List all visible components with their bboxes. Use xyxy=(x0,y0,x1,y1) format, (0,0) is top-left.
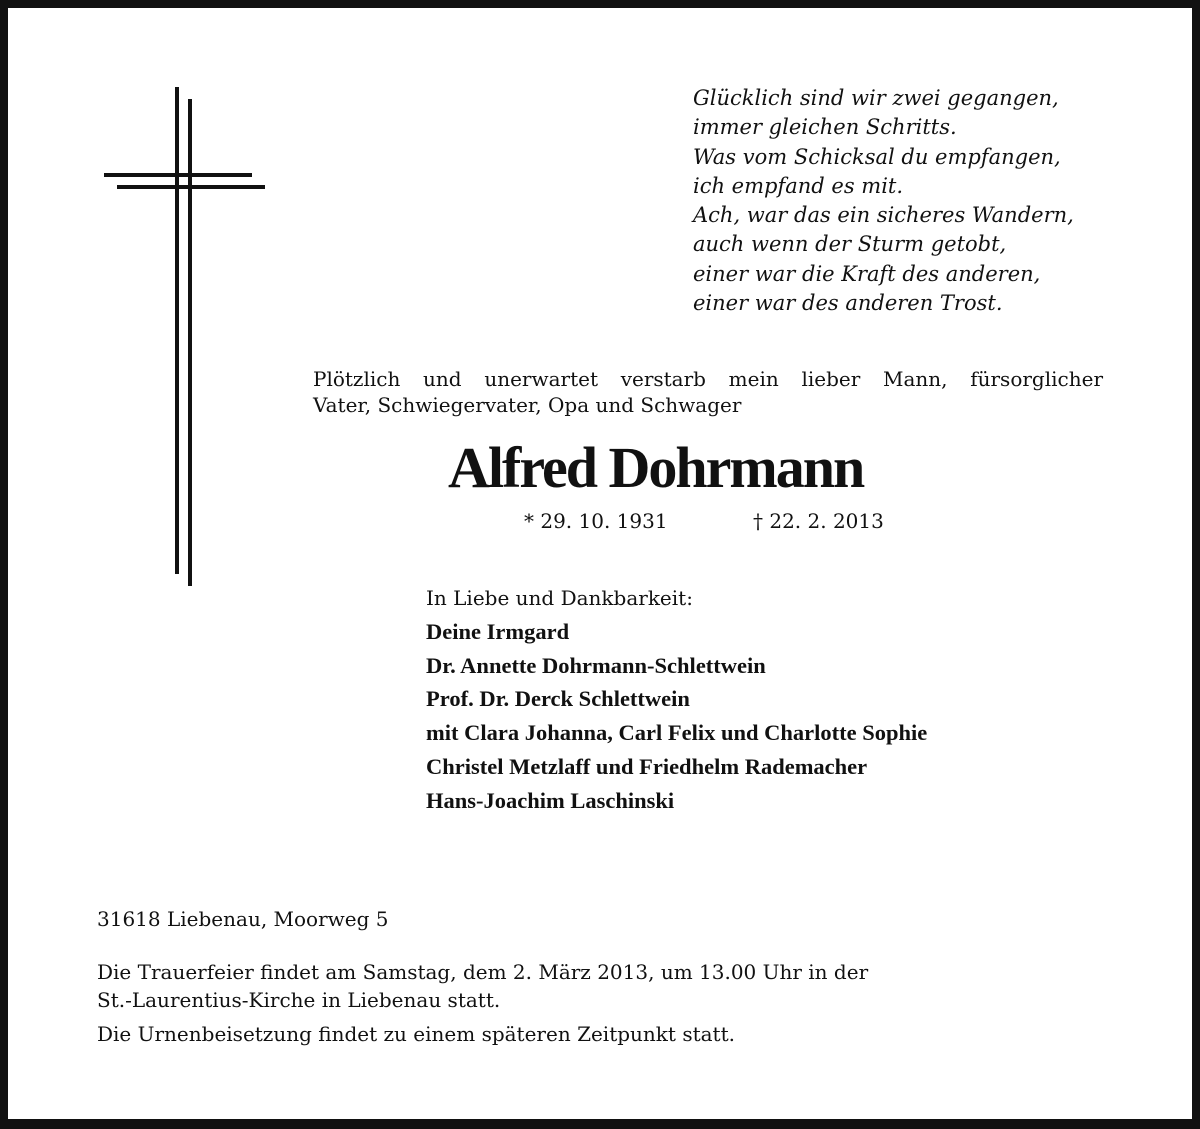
service-line: Die Trauerfeier findet am Samstag, dem 2. März 2013, um 13.00 Uhr in der xyxy=(97,960,869,984)
mourner-name: Christel Metzlaff und Friedhelm Rademacher xyxy=(426,753,868,779)
cross-vertical-bar-front xyxy=(175,87,179,574)
mourner-name: Prof. Dr. Derck Schlettwein xyxy=(426,686,690,712)
family-address: 31618 Liebenau, Moorweg 5 xyxy=(97,907,389,931)
poem-line: immer gleichen Schritts. xyxy=(693,115,957,140)
funeral-service-info xyxy=(97,958,868,1014)
mourner-name: Hans-Joachim Laschinski xyxy=(426,787,675,813)
birth-date: * 29. 10. 1931 xyxy=(524,509,668,533)
poem-line: ich empfand es mit. xyxy=(693,173,904,198)
cross-horizontal-bar-front xyxy=(104,173,252,177)
mourner-name: Deine Irmgard xyxy=(426,619,570,644)
death-announcement-intro xyxy=(313,366,1103,418)
cross-horizontal-bar-back xyxy=(117,185,265,189)
death-date: † 22. 2. 2013 xyxy=(753,509,884,533)
poem-line: einer war des anderen Trost. xyxy=(693,291,1003,316)
service-line: St.-Laurentius-Kirche in Liebenau statt. xyxy=(97,988,501,1012)
mourners-heading: In Liebe und Dankbarkeit: xyxy=(426,586,693,610)
urn-burial-note: Die Urnenbeisetzung findet zu einem späteren Zeitpunkt statt. xyxy=(97,1022,735,1046)
intro-line: Plötzlich und unerwartet verstarb mein lieber Mann, fürsorglicher xyxy=(313,367,1103,391)
mourner-name: Dr. Annette Dohrmann-Schlettwein xyxy=(426,652,766,678)
memorial-poem xyxy=(693,84,1074,318)
poem-line: Ach, war das ein sicheres Wandern, xyxy=(693,203,1074,228)
mourners-list xyxy=(426,615,927,817)
poem-line: Was vom Schicksal du empfangen, xyxy=(693,144,1061,169)
poem-line: auch wenn der Sturm getobt, xyxy=(693,232,1007,257)
poem-line: einer war die Kraft des anderen, xyxy=(693,261,1041,286)
poem-line: Glücklich sind wir zwei gegangen, xyxy=(693,86,1059,110)
intro-line: Vater, Schwiegervater, Opa und Schwager xyxy=(313,393,742,417)
mourner-name: mit Clara Johanna, Carl Felix und Charlotte Sophie xyxy=(426,720,928,746)
deceased-name: Alfred Dohrmann xyxy=(448,435,864,500)
